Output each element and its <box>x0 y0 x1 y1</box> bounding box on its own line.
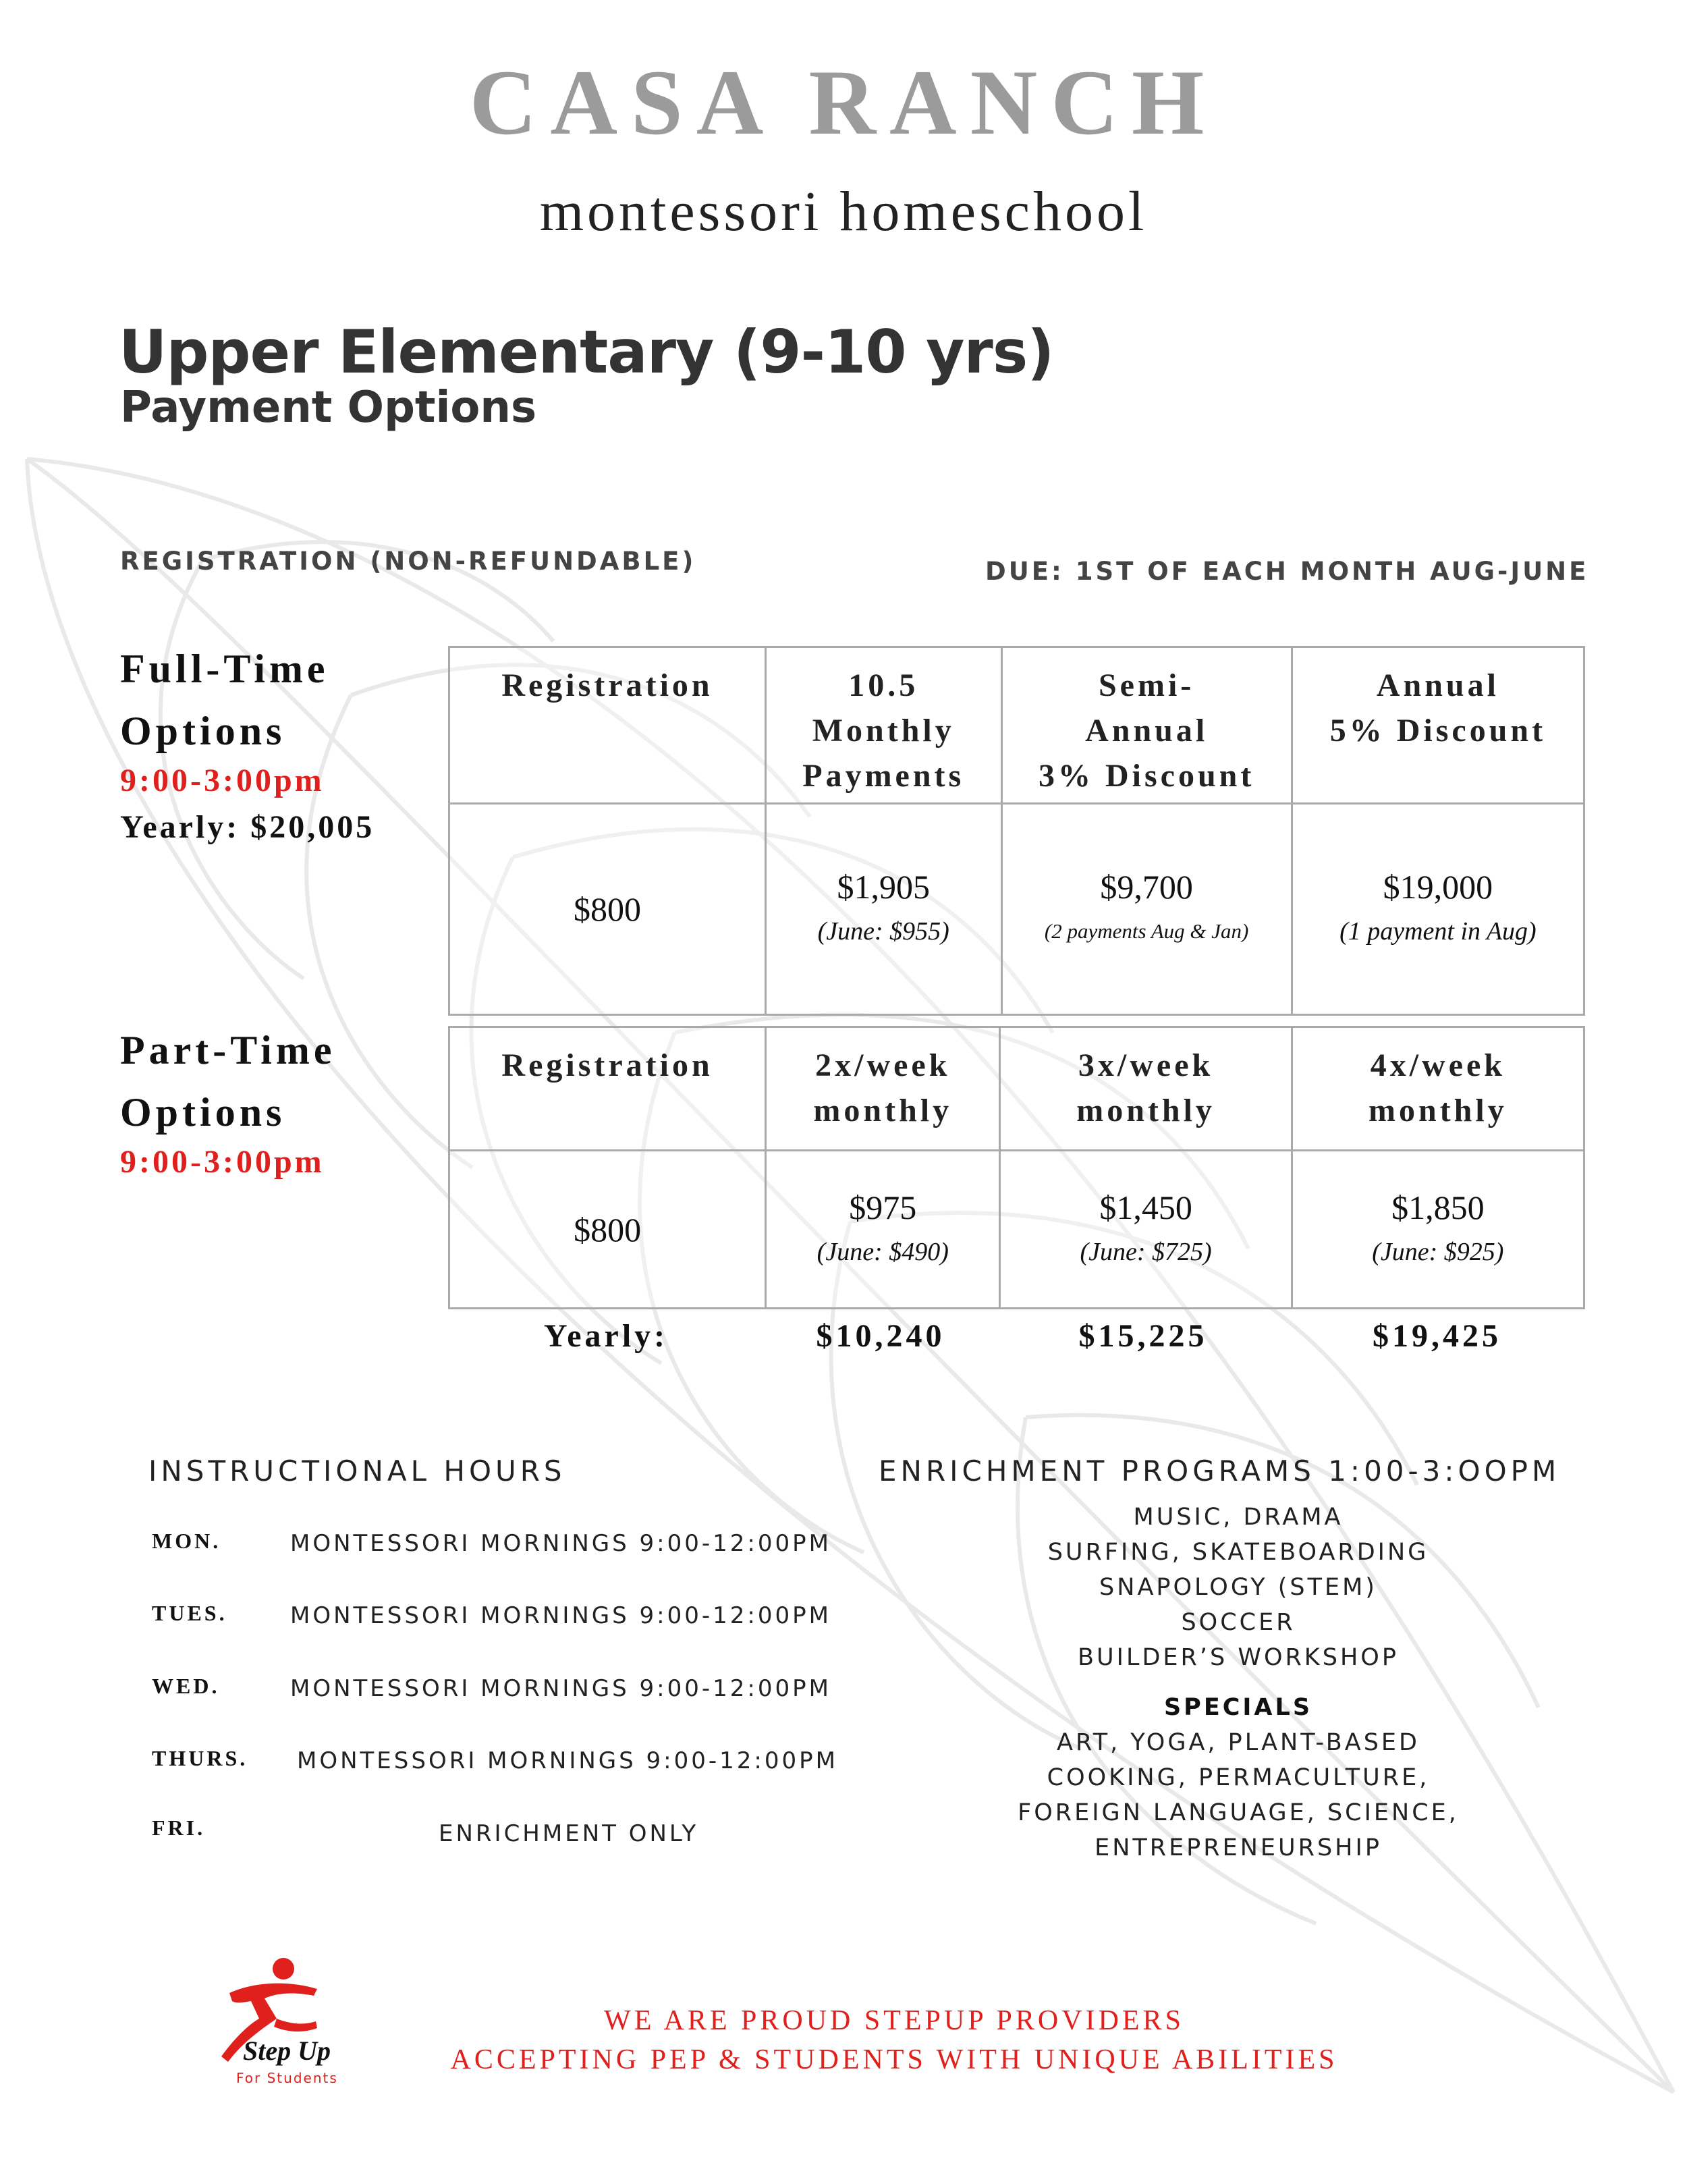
hours-thurs: MONTESSORI MORNINGS 9:00-12:00PM <box>297 1747 838 1774</box>
list-item: SOCCER <box>1181 1609 1296 1636</box>
part-time-hours: 9:00-3:00pm <box>120 1144 325 1180</box>
list-item: SURFING, SKATEBOARDING <box>1047 1539 1429 1566</box>
day-wed: WED. <box>152 1674 220 1698</box>
hours-tues: MONTESSORI MORNINGS 9:00-12:00PM <box>290 1602 831 1629</box>
brand-tagline: montessori homeschool <box>539 180 1148 243</box>
specials-heading: SPECIALS <box>1163 1694 1313 1721</box>
brand-name: CASA RANCH <box>469 51 1218 154</box>
due-note: DUE: 1ST OF EACH MONTH AUG-JUNE <box>985 557 1589 586</box>
price-registration: $800 <box>449 1151 766 1309</box>
header-registration: Registration <box>449 1027 766 1151</box>
header-4x-week: 4x/week monthly <box>1292 1027 1584 1151</box>
list-item: ENTREPRENEURSHIP <box>1095 1834 1382 1861</box>
price-3x-week: $1,450 (June: $725) <box>1000 1151 1292 1309</box>
header-semi-annual: Semi- Annual 3% Discount <box>1001 647 1292 804</box>
stepup-logo <box>216 1954 378 2089</box>
full-time-table <box>448 646 1585 1016</box>
list-item: SNAPOLOGY (STEM) <box>1099 1574 1377 1601</box>
list-item: FOREIGN LANGUAGE, SCIENCE, <box>1018 1799 1459 1826</box>
day-tues: TUES. <box>152 1601 227 1625</box>
table-row <box>449 1151 1584 1309</box>
part-time-table <box>448 1026 1585 1309</box>
yearly-4x-week: $19,425 <box>1373 1318 1501 1354</box>
header-registration: Registration <box>449 647 766 804</box>
table-row <box>449 804 1584 1015</box>
full-time-hours: 9:00-3:00pm <box>120 763 325 798</box>
header-2x-week: 2x/week monthly <box>766 1027 1000 1151</box>
hours-fri: ENRICHMENT ONLY <box>439 1820 699 1847</box>
logo-wordmark: Step Up <box>243 2036 331 2066</box>
list-item: COOKING, PERMACULTURE, <box>1047 1764 1430 1791</box>
price-monthly: $1,905 (June: $955) <box>765 804 1001 1015</box>
price-semi-annual: $9,700 (2 payments Aug & Jan) <box>1001 804 1292 1015</box>
page-title: Upper Elementary (9-10 yrs) <box>119 317 1054 387</box>
page-subtitle: Payment Options <box>120 383 537 433</box>
instructional-hours-heading: INSTRUCTIONAL HOURS <box>148 1454 566 1487</box>
price-annual: $19,000 (1 payment in Aug) <box>1292 804 1584 1015</box>
yearly-3x-week: $15,225 <box>1078 1318 1208 1354</box>
table-header-row <box>449 1027 1584 1151</box>
full-time-heading: Full-Time Options 9:00-3:00pm Yearly: $20,005 <box>120 647 375 845</box>
enrichment-heading: ENRICHMENT PROGRAMS 1:00-3:OOPM <box>879 1454 1561 1487</box>
header-3x-week: 3x/week monthly <box>1000 1027 1292 1151</box>
registration-note: REGISTRATION (NON-REFUNDABLE) <box>120 547 696 576</box>
list-item: BUILDER’S WORKSHOP <box>1078 1644 1399 1671</box>
header-monthly: 10.5 Monthly Payments <box>765 647 1001 804</box>
price-4x-week: $1,850 (June: $925) <box>1292 1151 1584 1309</box>
price-2x-week: $975 (June: $490) <box>766 1151 1000 1309</box>
full-time-yearly: Yearly: $20,005 <box>120 809 375 845</box>
stepup-figure-icon <box>216 1954 378 2089</box>
price-registration: $800 <box>449 804 766 1015</box>
list-item: ART, YOGA, PLANT-BASED <box>1057 1729 1420 1756</box>
header-annual: Annual 5% Discount <box>1292 647 1584 804</box>
yearly-label: Yearly: <box>543 1318 669 1354</box>
hours-wed: MONTESSORI MORNINGS 9:00-12:00PM <box>290 1675 831 1702</box>
table-header-row <box>449 647 1584 804</box>
list-item: MUSIC, DRAMA <box>1133 1504 1344 1531</box>
yearly-2x-week: $10,240 <box>816 1318 945 1354</box>
enrichment-programs <box>1012 1500 1464 1865</box>
day-thurs: THURS. <box>152 1746 248 1770</box>
part-time-heading: Part-Time Options 9:00-3:00pm <box>120 1028 336 1180</box>
day-fri: FRI. <box>152 1816 206 1840</box>
logo-subtitle: For Students <box>236 2070 338 2086</box>
hours-mon: MONTESSORI MORNINGS 9:00-12:00PM <box>290 1530 831 1557</box>
footer-message: WE ARE PROUD STEPUP PROVIDERS ACCEPTING PEP & STUDENTS WITH UNIQUE ABILITIES <box>450 2005 1338 2075</box>
day-mon: MON. <box>152 1529 221 1553</box>
